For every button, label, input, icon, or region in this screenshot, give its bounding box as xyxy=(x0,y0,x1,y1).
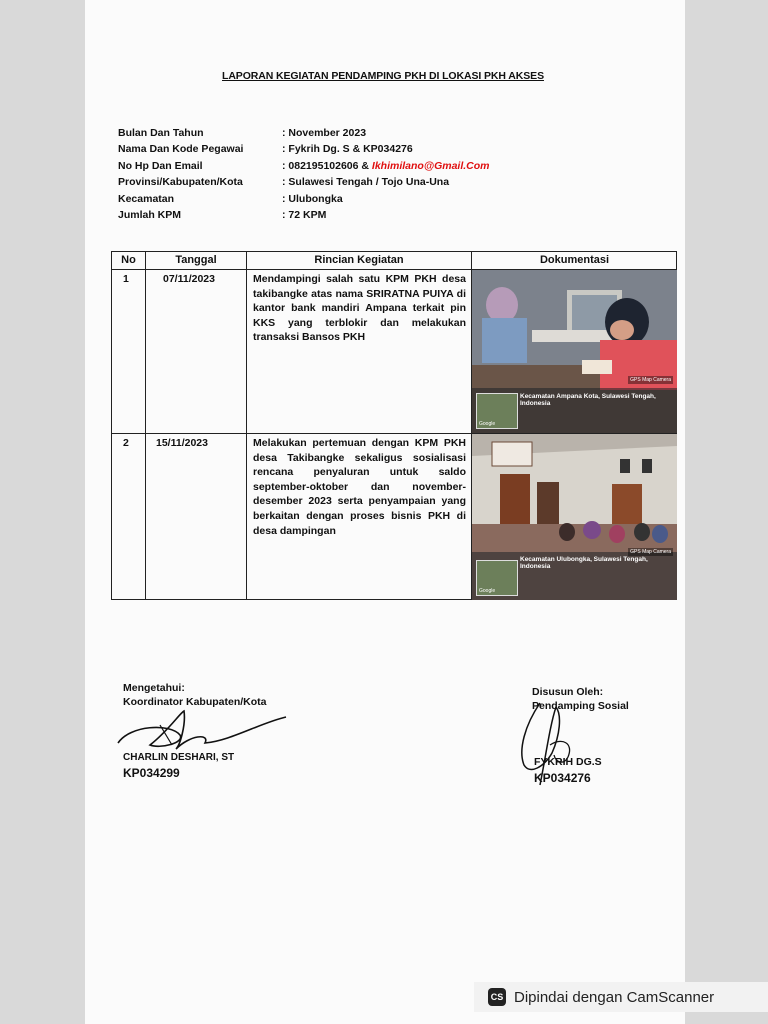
info-label: Bulan Dan Tahun xyxy=(118,127,204,139)
row-date: 15/11/2023 xyxy=(156,437,208,449)
camscanner-watermark xyxy=(474,982,768,1012)
info-label: Nama Dan Kode Pegawai xyxy=(118,143,244,156)
row-description: Melakukan pertemuan dengan KPM PKH desa Takibangke sekaligus sosialisasi rencana penyaluran untuk saldo september-oktober dan november-desember 2023 serta penyampaian yang berkaitan dengan proses bisnis PKH di desa dampingan xyxy=(253,437,466,537)
info-value: : Ulubongka xyxy=(282,192,343,205)
phone-value: : 082195102606 & xyxy=(282,159,372,172)
companion-id: KP034276 xyxy=(534,771,591,785)
documentation-photo xyxy=(472,270,677,433)
header-rincian: Rincian Kegiatan xyxy=(314,254,404,266)
map-label: Google xyxy=(479,588,496,594)
sig-line1: Mengetahui: xyxy=(123,682,185,694)
location-text: Kecamatan Ampana Kota, Sulawesi Tengah, Indonesia xyxy=(520,393,656,407)
coordinator-id: KP034299 xyxy=(123,766,180,780)
table-divider xyxy=(246,252,247,599)
info-label: Jumlah KPM xyxy=(118,208,182,221)
location-overlay xyxy=(520,393,673,431)
coordinator-name: CHARLIN DESHARI, ST xyxy=(123,752,235,763)
coordinator-signature-scribble xyxy=(110,705,300,755)
info-value: : November 2023 xyxy=(282,127,367,139)
map-label: Google xyxy=(479,421,496,427)
header-dokumentasi: Dokumentasi xyxy=(539,254,610,266)
info-label: No Hp Dan Email xyxy=(118,159,203,172)
info-value: : Sulawesi Tengah / Tojo Una-Una xyxy=(282,176,450,189)
info-label: Provinsi/Kabupaten/Kota xyxy=(118,176,243,189)
row-no: 2 xyxy=(123,437,129,449)
info-value: : 72 KPM xyxy=(282,208,327,221)
documentation-photo xyxy=(472,434,677,600)
map-thumbnail xyxy=(476,393,518,429)
email-link[interactable]: Ikhimilano@Gmail.Com xyxy=(371,159,490,172)
location-text: Kecamatan Ulubongka, Sulawesi Tengah, Indonesia xyxy=(520,556,648,570)
sig-line2: Koordinator Kabupaten/Kota xyxy=(123,696,267,708)
coordinates-blur xyxy=(520,407,673,431)
location-overlay xyxy=(520,556,673,598)
info-value: : Fykrih Dg. S & KP034276 xyxy=(282,143,413,156)
camscanner-text: Dipindai dengan CamScanner xyxy=(514,988,715,1006)
header-tanggal: Tanggal xyxy=(175,254,217,266)
coordinates-blur xyxy=(520,570,673,598)
camera-tag: GPS Map Camera xyxy=(630,377,671,383)
camscanner-logo-icon: CS xyxy=(488,988,506,1006)
info-label: Kecamatan xyxy=(118,192,175,205)
camera-tag: GPS Map Camera xyxy=(630,549,671,555)
map-thumbnail xyxy=(476,560,518,596)
table-divider xyxy=(145,252,146,599)
row-date: 07/11/2023 xyxy=(163,273,215,285)
row-description: Mendampingi salah satu KPM PKH desa takibangke atas nama SRIRATNA PUIYA di kantor bank mandiri Ampana terkait pin KKS yang terblokir dan melakukan transaksi Bansos PKH xyxy=(253,273,466,344)
row-no: 1 xyxy=(123,273,129,285)
header-no: No xyxy=(121,254,136,266)
companion-name: FYKRIH DG.S xyxy=(534,756,602,768)
info-value xyxy=(282,160,490,172)
report-title: LAPORAN KEGIATAN PENDAMPING PKH DI LOKASI PKH AKSES xyxy=(222,70,544,82)
sig-line2: Pendamping Sosial xyxy=(532,700,629,712)
activity-table xyxy=(111,251,677,600)
sig-line1: Disusun Oleh: xyxy=(532,686,604,698)
